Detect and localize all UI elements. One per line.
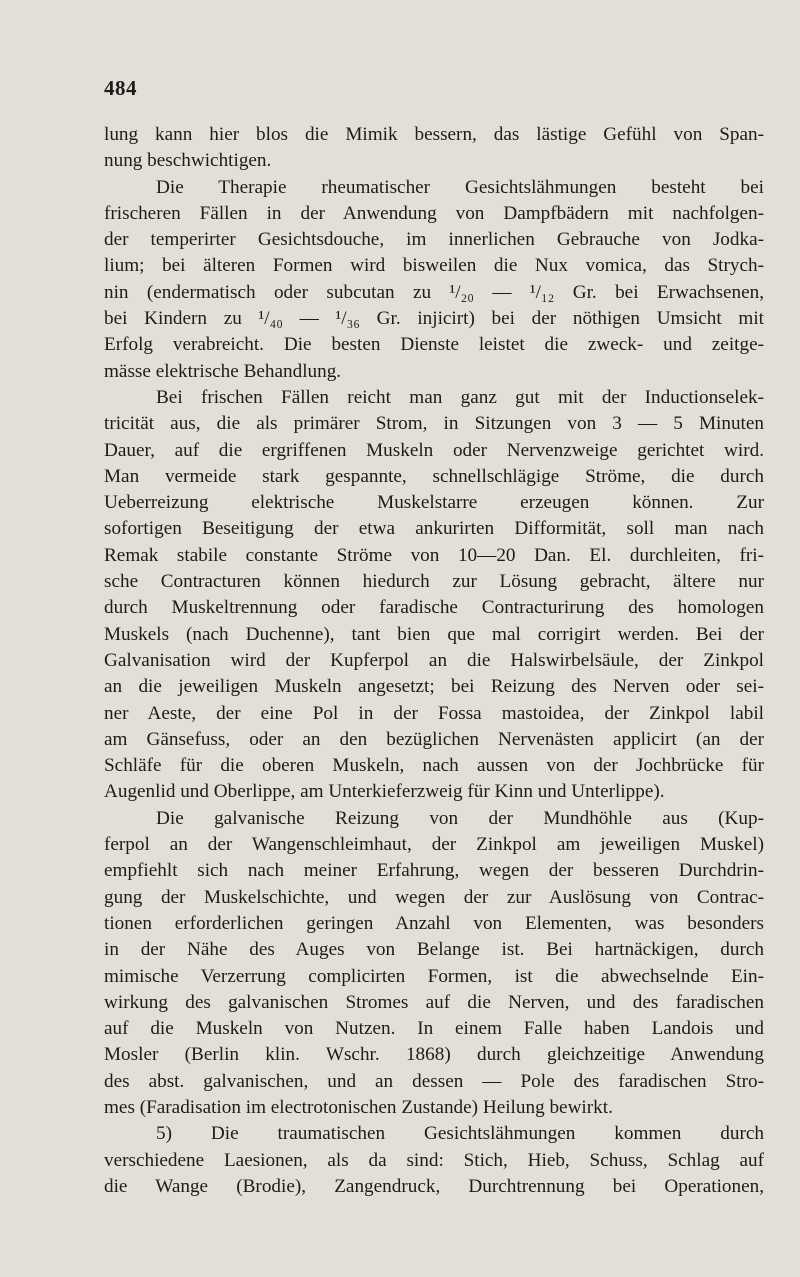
text-line: sche Contracturen können hiedurch zur Lösung gebracht, ältere nur xyxy=(104,571,764,593)
text-line: ferpol an der Wangenschleimhaut, der Zinkpol am jeweiligen Muskel) xyxy=(104,834,764,856)
text-line: nin (endermatisch oder subcutan zu ¹/₂₀ — ¹/₁₂ Gr. bei Erwachsenen, xyxy=(104,281,764,303)
text-line: Muskels (nach Duchenne), tant bien que mal corrigirt werden. Bei der xyxy=(104,623,764,645)
text-line: verschiedene Laesionen, als da sind: Stich, Hieb, Schuss, Schlag auf xyxy=(104,1149,764,1171)
text-line: empfiehlt sich nach meiner Erfahrung, wegen der besseren Durchdrin- xyxy=(104,860,764,882)
text-line: Bei frischen Fällen reicht man ganz gut mit der Inductionselek- xyxy=(156,386,764,408)
text-line: die Wange (Brodie), Zangendruck, Durchtrennung bei Operationen, xyxy=(104,1175,764,1197)
text-line: am Gänsefuss, oder an den bezüglichen Nervenästen applicirt (an der xyxy=(104,728,764,750)
text-line: Erfolg verabreicht. Die besten Dienste leistet die zweck- und zeitge- xyxy=(104,334,764,356)
page-number: 484 xyxy=(104,76,137,100)
text-line: gung der Muskelschichte, und wegen der zur Auslösung von Contrac- xyxy=(104,886,764,908)
text-line: Schläfe für die oberen Muskeln, nach aussen von der Jochbrücke für xyxy=(104,755,764,777)
text-line: auf die Muskeln von Nutzen. In einem Falle haben Landois und xyxy=(104,1018,764,1040)
body-text xyxy=(104,122,764,1200)
text-line: nung beschwichtigen. xyxy=(104,150,272,172)
text-line: Mosler (Berlin klin. Wschr. 1868) durch gleichzeitige Anwendung xyxy=(104,1044,764,1066)
text-line: Galvanisation wird der Kupferpol an die Halswirbelsäule, der Zinkpol xyxy=(104,649,764,671)
text-line: lung kann hier blos die Mimik bessern, das lästige Gefühl von Span- xyxy=(104,124,764,145)
text-line: 5) Die traumatischen Gesichtslähmungen kommen durch xyxy=(156,1123,764,1145)
text-line: des abst. galvanischen, und an dessen — Pole des faradischen Stro- xyxy=(104,1070,764,1092)
text-line: Ueberreizung elektrische Muskelstarre erzeugen können. Zur xyxy=(104,492,764,514)
text-line: tricität aus, die als primärer Strom, in Sitzungen von 3 — 5 Minuten xyxy=(104,413,764,435)
text-line: mässe elektrische Behandlung. xyxy=(104,360,342,382)
text-line: ner Aeste, der eine Pol in der Fossa mastoidea, der Zinkpol labil xyxy=(104,702,764,724)
text-line: Remak stabile constante Ströme von 10—20 Dan. El. durchleiten, fri- xyxy=(104,544,764,566)
text-line: mes (Faradisation im electrotonischen Zustande) Heilung bewirkt. xyxy=(104,1096,613,1118)
text-line: sofortigen Beseitigung der etwa ankurirten Difformität, soll man nach xyxy=(104,518,764,540)
text-line: mimische Verzerrung complicirten Formen, ist die abwechselnde Ein- xyxy=(104,965,764,987)
text-line: Die Therapie rheumatischer Gesichtslähmungen besteht bei xyxy=(156,176,764,198)
text-line: Augenlid und Oberlippe, am Unterkieferzweig für Kinn und Unterlippe). xyxy=(104,781,665,803)
text-line: Man vermeide stark gespannte, schnellschlägige Ströme, die durch xyxy=(104,465,764,487)
text-line: wirkung des galvanischen Stromes auf die Nerven, und des faradischen xyxy=(104,991,764,1013)
text-line: an die jeweiligen Muskeln angesetzt; bei Reizung des Nerven oder sei- xyxy=(104,676,764,698)
text-line: frischeren Fällen in der Anwendung von Dampfbädern mit nachfolgen- xyxy=(104,202,764,224)
text-line: durch Muskeltrennung oder faradische Contracturirung des homologen xyxy=(104,597,764,619)
text-line: bei Kindern zu ¹/₄₀ — ¹/₃₆ Gr. injicirt) bei der nöthigen Umsicht mit xyxy=(104,308,764,330)
text-line: tionen erforderlichen geringen Anzahl von Elementen, was besonders xyxy=(104,912,764,934)
text-line: in der Nähe des Auges von Belange ist. Bei hartnäckigen, durch xyxy=(104,939,764,961)
text-line: der temperirter Gesichtsdouche, im innerlichen Gebrauche von Jodka- xyxy=(104,229,764,251)
text-line: Die galvanische Reizung von der Mundhöhle aus (Kup- xyxy=(156,807,764,829)
text-line: lium; bei älteren Formen wird bisweilen die Nux vomica, das Strych- xyxy=(104,255,764,277)
text-line: Dauer, auf die ergriffenen Muskeln oder Nervenzweige gerichtet wird. xyxy=(104,439,764,461)
